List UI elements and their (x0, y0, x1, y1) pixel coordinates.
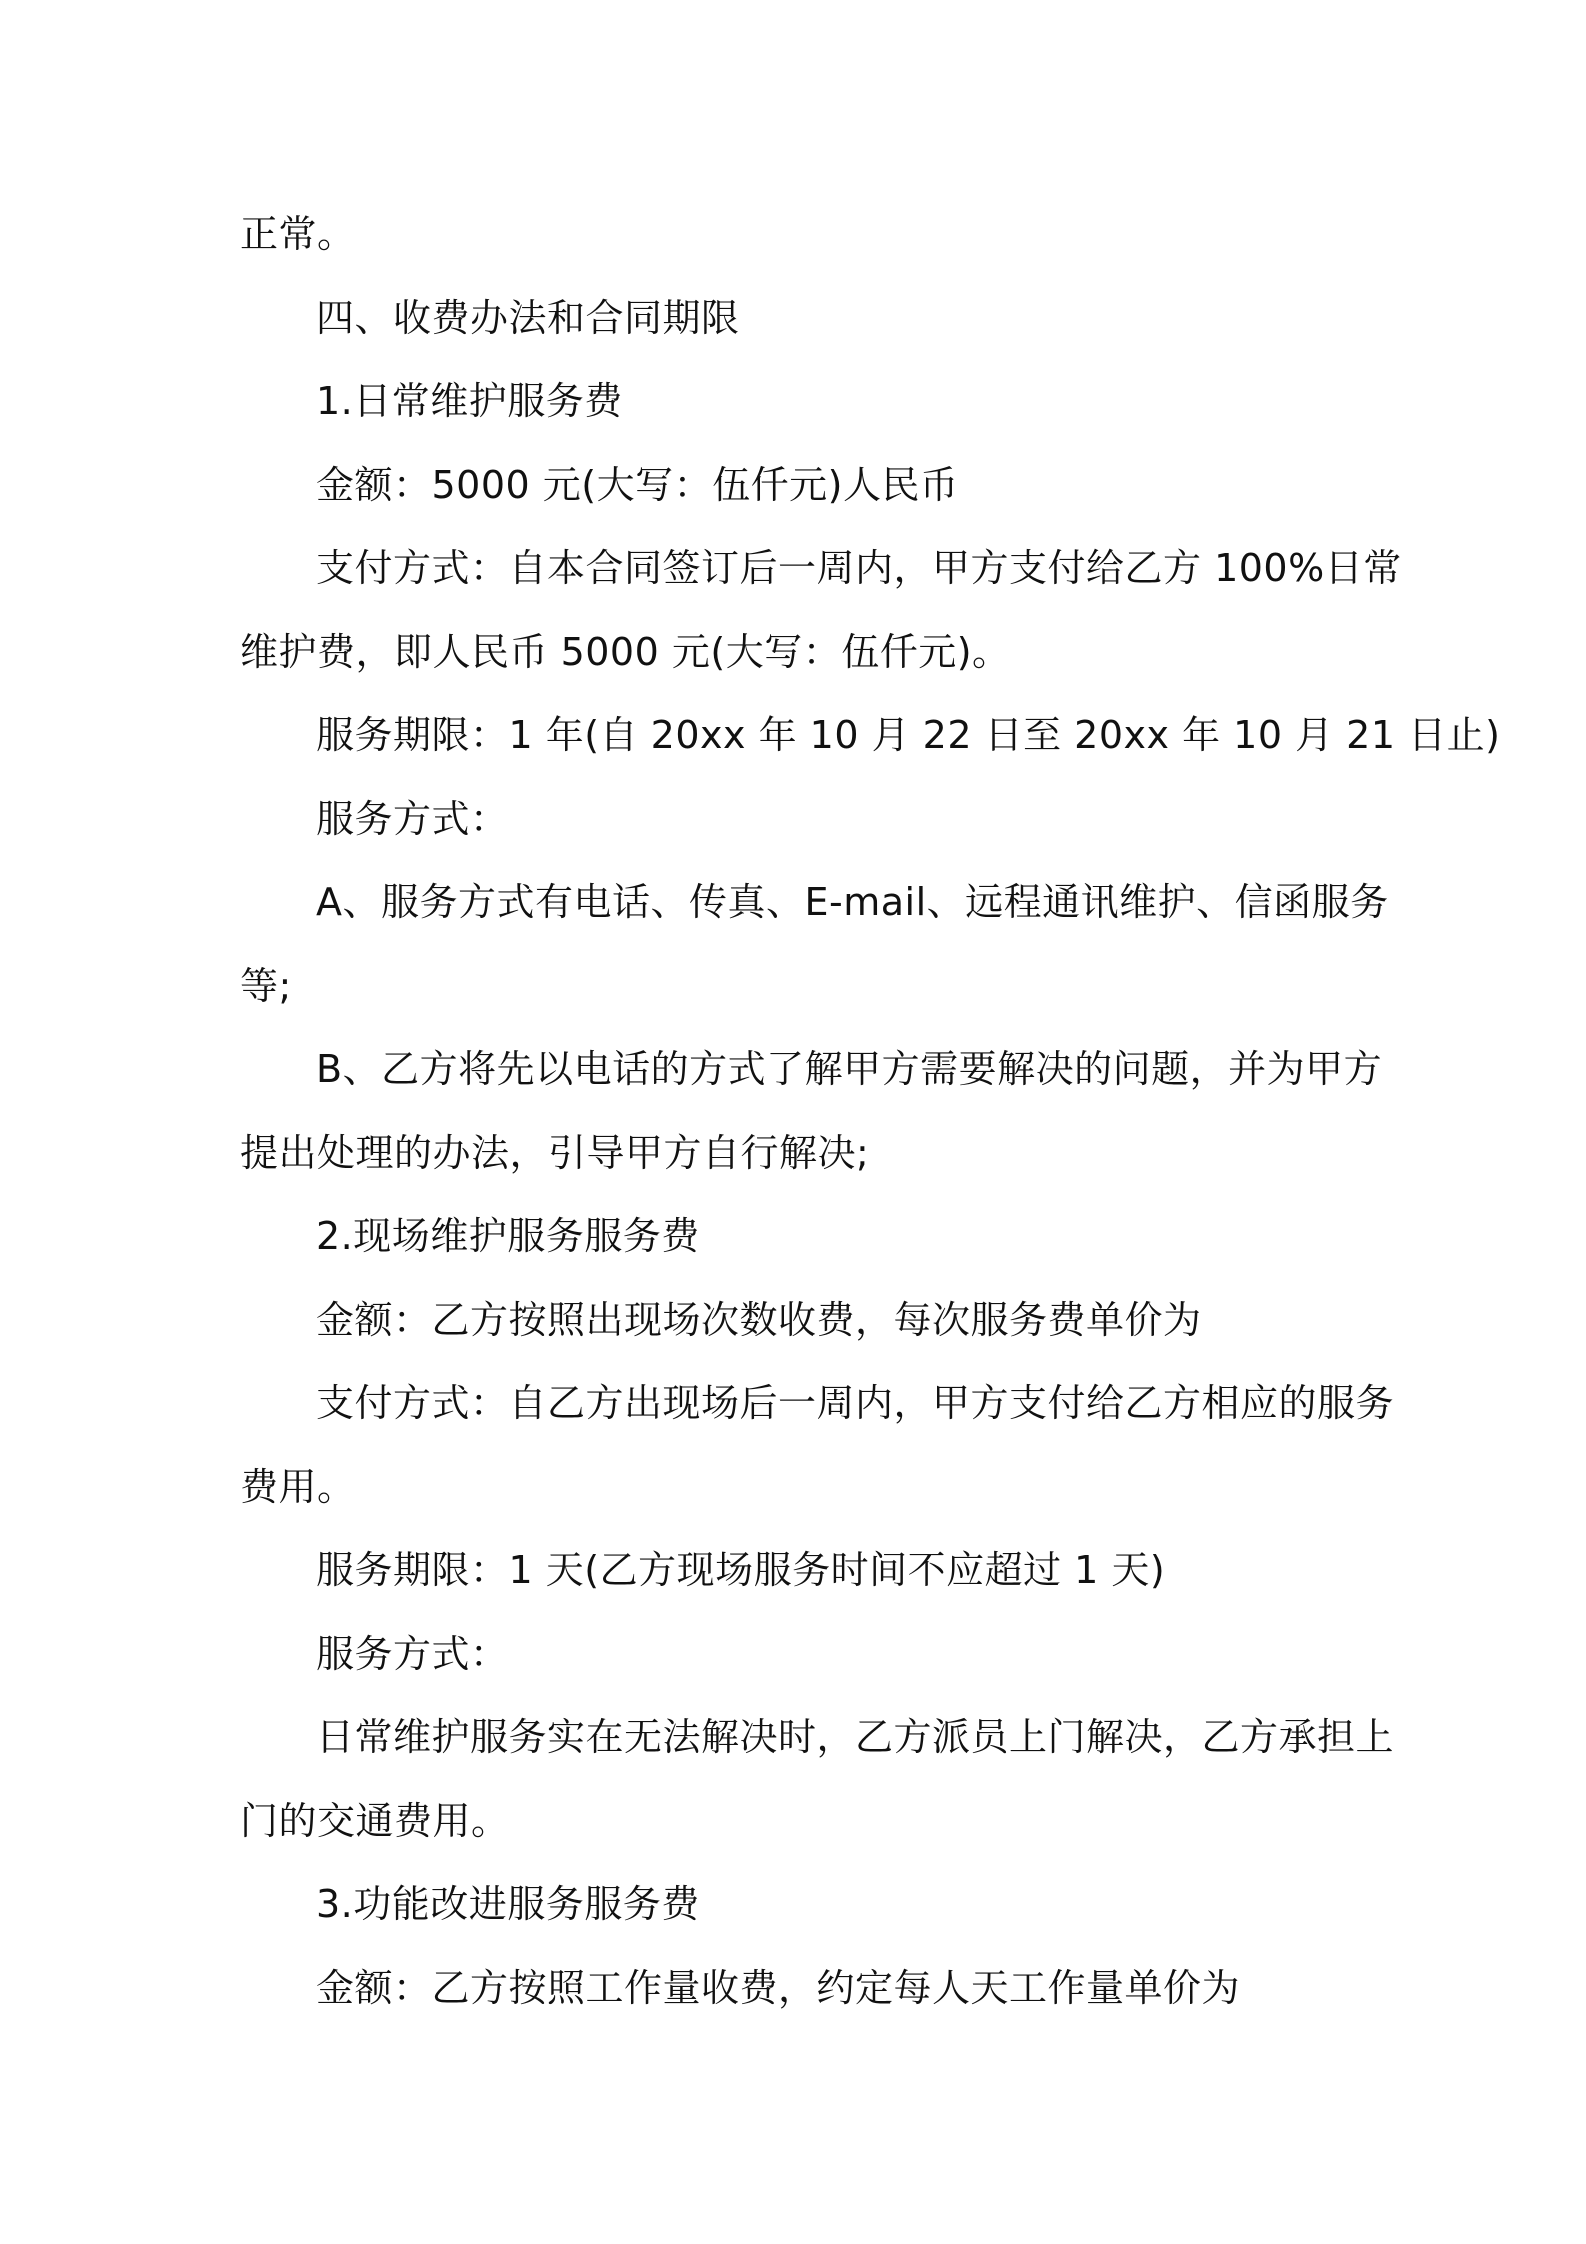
text-line: 服务方式： (316, 796, 509, 841)
text-line: 提出处理的办法，引导甲方自行解决; (240, 1130, 870, 1175)
document-body (240, 193, 1501, 2030)
text-line: 门的交通费用。 (240, 1798, 510, 1843)
text-line: 日常维护服务实在无法解决时，乙方派员上门解决，乙方承担上 (316, 1715, 1395, 1759)
subsection-heading: 2.现场维护服务服务费 (316, 1214, 700, 1258)
text-line: 金额：5000 元(大写：伍仟元)人民币 (316, 462, 959, 507)
text-line: 服务期限：1 年(自 20xx 年 10 月 22 日至 20xx 年 10 月 21 日止) (316, 713, 1501, 757)
text-line: 支付方式：自乙方出现场后一周内，甲方支付给乙方相应的服务 (316, 1381, 1395, 1425)
subsection-heading: 1.日常维护服务费 (316, 379, 623, 423)
text-line: 费用。 (240, 1464, 356, 1509)
text-line: 金额：乙方按照出现场次数收费，每次服务费单价为 (316, 1297, 1202, 1342)
text-line: 服务期限：1 天(乙方现场服务时间不应超过 1 天) (316, 1548, 1166, 1592)
section-heading: 四、收费办法和合同期限 (316, 295, 740, 340)
text-line: 服务方式： (316, 1631, 509, 1676)
text-line: 正常。 (240, 212, 356, 256)
text-line: 维护费，即人民币 5000 元(大写：伍仟元)。 (240, 629, 1011, 674)
text-line: 等; (240, 963, 292, 1008)
text-line: 金额：乙方按照工作量收费，约定每人天工作量单价为 (316, 1965, 1241, 2010)
text-line: B、乙方将先以电话的方式了解甲方需要解决的问题，并为甲方 (316, 1047, 1383, 1091)
subsection-heading: 3.功能改进服务服务费 (316, 1882, 700, 1926)
text-line: 支付方式：自本合同签订后一周内，甲方支付给乙方 100%日常 (316, 546, 1402, 590)
text-line: A、服务方式有电话、传真、E-mail、远程通讯维护、信函服务 (316, 880, 1389, 924)
